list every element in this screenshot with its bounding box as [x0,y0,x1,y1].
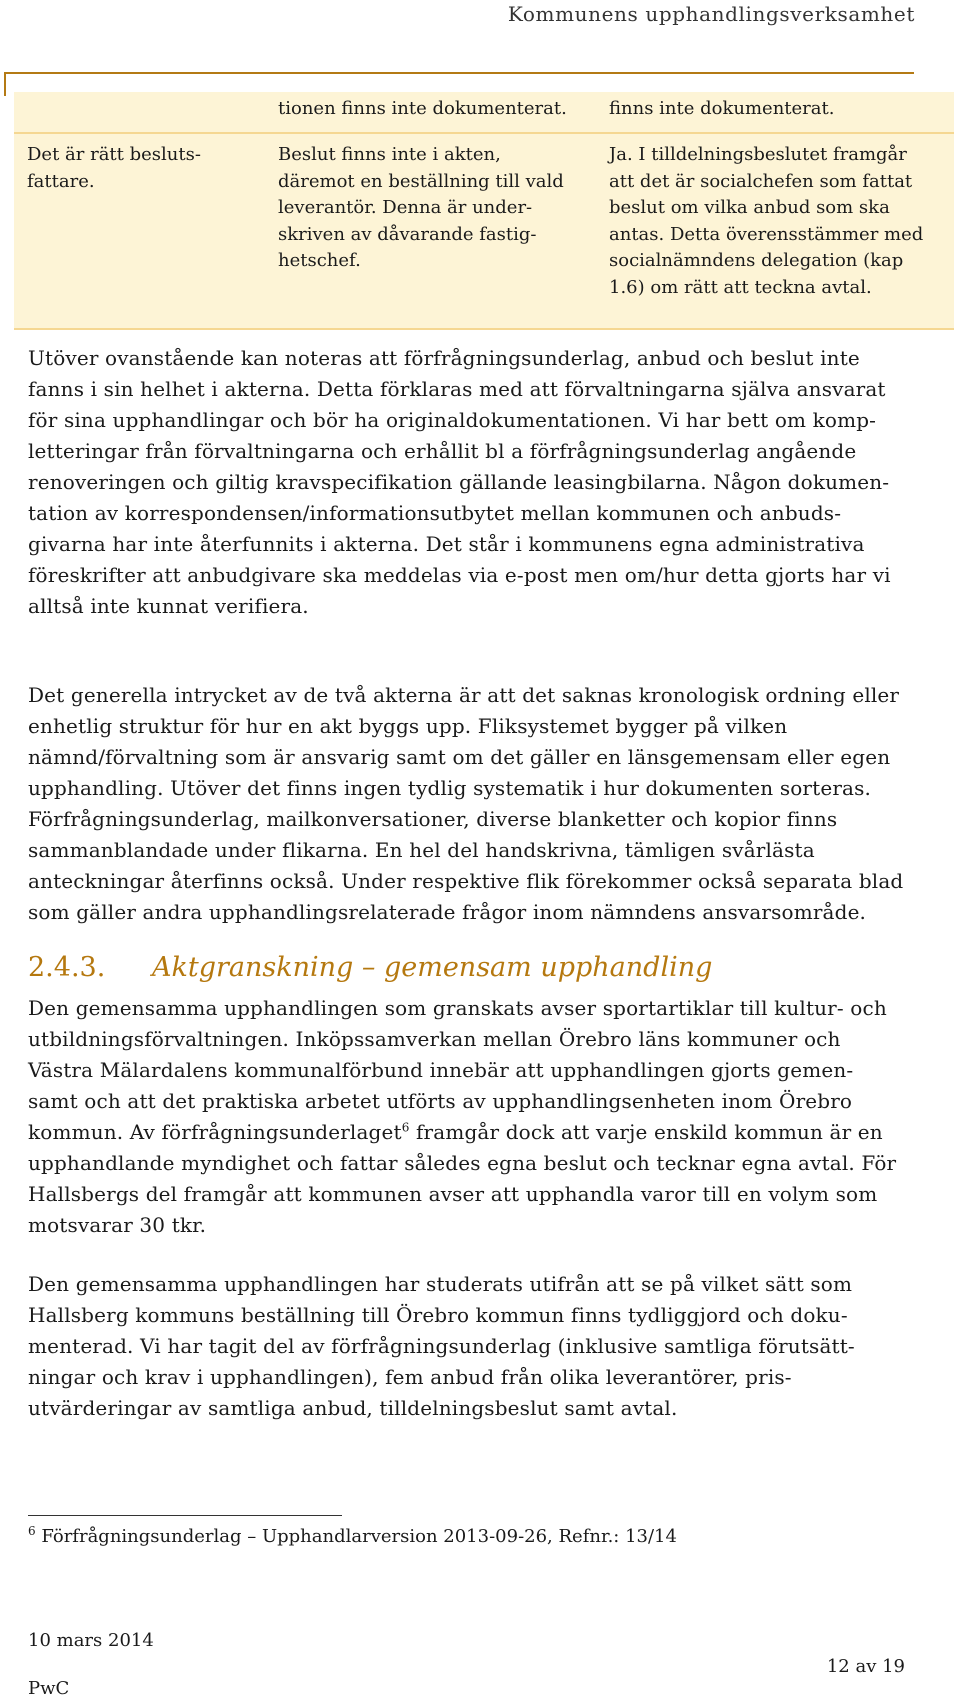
text-line: utvärderingar av samtliga anbud, tilldelningsbeslut samt avtal. [28,1396,678,1420]
table-row2-col2 [278,142,608,275]
text-line: givarna har inte återfunnits i akterna. Det står i kommunens egna administrativa [28,532,865,556]
header-rule [4,72,914,74]
footer-date: 10 mars 2014 [28,1630,154,1651]
text-line: samt och att det praktiska arbetet utförts av upphandlingsenheten inom Örebro [28,1089,853,1113]
running-header: Kommunens upphandlingsverksamhet [507,2,915,26]
text-line: tation av korrespondensen/informationsutbytet mellan kommunen och anbuds- [28,501,842,525]
table-row2-col3 [609,142,954,301]
table-row1-col3 [609,96,954,123]
text-fragment: kommun. Av förfrågningsunderlaget [28,1120,402,1144]
table-row2-col1 [27,142,247,195]
text-line: föreskrifter att anbudgivare ska meddelas via e-post men om/hur detta gjorts har vi [28,563,891,587]
text-line: Hallsbergs del framgår att kommunen avser att upphandla varor till en volym som [28,1182,878,1206]
cell-line: tionen finns inte dokumenterat. [278,98,567,119]
text-line: enhetlig struktur för hur en akt byggs upp. Fliksystemet bygger på vilken [28,714,788,738]
footer-brand: PwC [28,1678,70,1699]
section-title: Aktgranskning – gemensam upphandling [152,952,713,983]
cell-line: däremot en beställning till vald [278,170,564,192]
text-line: nämnd/förvaltning som är ansvarig samt om det gäller en länsgemensam eller egen [28,745,891,769]
text-line: motsvarar 30 tkr. [28,1213,207,1237]
cell-line: Ja. I tilldelningsbeslutet framgår [609,144,907,165]
text-line: upphandling. Utöver det finns ingen tydlig systematik i hur dokumenten sorteras. [28,776,872,800]
text-line: menterad. Vi har tagit del av förfrågningsunderlag (inklusive samtliga förutsätt- [28,1334,855,1358]
text-line: Det generella intrycket av de två akterna är att det saknas kronologisk ordning eller [28,683,900,707]
section-heading [28,952,712,983]
cell-line: leverantör. Denna är under- [278,197,533,218]
cell-line: finns inte dokumenterat. [609,98,835,119]
header-rule-tick [4,72,6,96]
footnote-rule [28,1515,342,1516]
footnote-text: Förfrågningsunderlag – Upphandlarversion 2013-09-26, Refnr.: 13/14 [35,1526,677,1547]
text-line: alltså inte kunnat verifiera. [28,594,309,618]
text-line: Västra Mälardalens kommunalförbund innebär att upphandlingen gjorts gemen- [28,1058,854,1082]
paragraph-file-completeness [28,343,940,622]
cell-line: Beslut finns inte i akten, [278,144,501,165]
cell-line: skriven av dåvarande fastig- [278,223,537,245]
text-line: Förfrågningsunderlag, mailkonversationer, diverse blanketter och kopior finns [28,807,838,831]
text-line: sammanblandade under flikarna. En hel del handskrivna, tämligen svårlästa [28,838,815,862]
table-row1-col2 [278,96,608,123]
paragraph-review-scope [28,1269,940,1424]
paragraph-general-impression [28,680,940,928]
text-line: som gäller andra upphandlingsrelaterade frågor inom nämndens ansvarsområde. [28,900,867,924]
text-line [28,1117,940,1148]
cell-line: hetschef. [278,250,361,271]
review-table [14,92,954,330]
text-line: upphandlande myndighet och fattar således egna beslut och tecknar egna avtal. För [28,1151,897,1175]
section-number: 2.4.3. [28,952,106,983]
text-line: anteckningar återfinns också. Under respektive flik förekommer också separata blad [28,869,904,893]
text-line: utbildningsförvaltningen. Inköpssamverkan mellan Örebro läns kommuner och [28,1027,841,1051]
page-number: 12 av 19 [826,1656,905,1677]
text-line: Den gemensamma upphandlingen har studerats utifrån att se på vilket sätt som [28,1272,853,1296]
text-line: Den gemensamma upphandlingen som granskats avser sportartiklar till kultur- och [28,996,887,1020]
text-line: för sina upphandlingar och bör ha originaldokumentationen. Vi har bett om komp- [28,408,877,432]
cell-line: beslut om vilka anbud som ska [609,197,890,218]
cell-line: socialnämndens delegation (kap [609,250,904,271]
cell-line: 1.6) om rätt att teckna avtal. [609,276,872,298]
text-line: fanns i sin helhet i akterna. Detta förklaras med att förvaltningarna själva ansvarat [28,377,886,401]
cell-line: att det är socialchefen som fattat [609,170,913,192]
text-line: ningar och krav i upphandlingen), fem anbud från olika leverantörer, pris- [28,1365,792,1389]
text-line: renoveringen och giltig kravspecifikation gällande leasingbilarna. Någon dokumen- [28,470,890,494]
table-row-separator [14,132,954,134]
paragraph-joint-procurement [28,993,940,1241]
footnote-marker: 6 [28,1524,36,1538]
cell-line: Det är rätt besluts- [27,144,201,165]
text-line: Utöver ovanstående kan noteras att förfrågningsunderlag, anbud och beslut inte [28,346,860,370]
footnote-reference: 6 [401,1120,410,1135]
text-line: letteringar från förvaltningarna och erhållit bl a förfrågningsunderlag angående [28,439,857,463]
text-fragment: framgår dock att varje enskild kommun är en [409,1120,883,1144]
footnote [28,1526,677,1547]
text-line: Hallsberg kommuns beställning till Örebro kommun finns tydliggjord och doku- [28,1303,848,1327]
cell-line: antas. Detta överensstämmer med [609,223,924,245]
cell-line: fattare. [27,170,95,192]
